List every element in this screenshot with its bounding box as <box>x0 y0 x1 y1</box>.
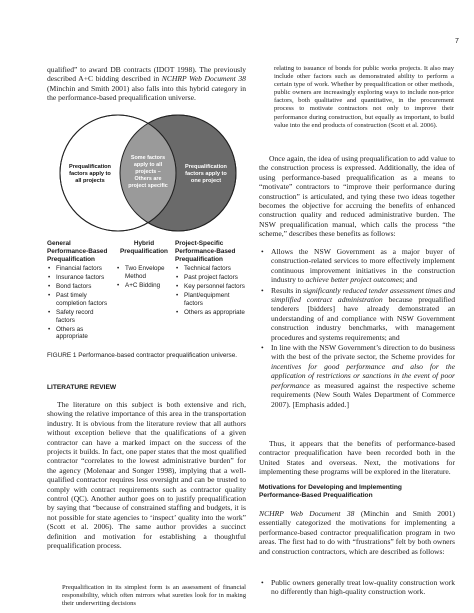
svg-text:factors apply to: factors apply to <box>185 171 227 177</box>
list-item: • Financial factors <box>47 265 113 273</box>
page-number: 7 <box>455 38 459 45</box>
svg-text:one project: one project <box>190 178 222 184</box>
list-item: • Public owners generally treat low-quality construction work no differently than high-quality construction work. <box>259 578 455 597</box>
svg-text:Prequalification: Prequalification <box>185 164 227 170</box>
list-item: • Bond factors <box>47 283 113 291</box>
svg-text:projects –: projects – <box>135 169 161 175</box>
thus-paragraph: Thus, it appears that the benefits of performance-based contractor prequalification have been recorded both in the United States and overseas. Next, the motivations for implementing these programs will be explored in the literature. <box>259 439 455 477</box>
list-item: • Past project factors <box>175 274 247 282</box>
project-specific-column-heading: Project-Specific Performance-Based Prequalification <box>175 240 236 263</box>
hybrid-column-heading: Hybrid Prequalification <box>120 240 168 255</box>
svg-text:all projects: all projects <box>75 178 105 184</box>
intro-citation: NCHRP Web Document 38 <box>161 74 246 84</box>
list-item: • A+C Bidding <box>116 282 172 290</box>
list-item: • Safety record factors <box>47 309 113 324</box>
list-item: • Two Envelope Method <box>116 265 172 280</box>
intro-text-a: qualified” to award DB contracts (IDOT 1998). The previously described A+C bidding described in <box>47 65 246 84</box>
svg-text:apply to all: apply to all <box>133 162 163 168</box>
list-item: • Technical factors <box>175 265 247 273</box>
svg-text:Some factors: Some factors <box>130 155 166 161</box>
list-item: • Others as appropriate <box>175 309 247 317</box>
project-specific-column <box>175 240 247 318</box>
general-column-heading: General Performance-Based Prequalification <box>47 240 108 263</box>
list-item: • Insurance factors <box>47 274 113 282</box>
intro-text-b: (Minchin and Smith 2001) also falls into this hybrid category in the performance-based prequalification universe. <box>47 83 246 103</box>
benefits-list <box>259 247 455 410</box>
block-quote: Prequalification in its simplest form is an assessment of financial responsibility, which often mirrors what sureties look for in making their underwriting decisions <box>62 584 246 608</box>
general-prequal-column <box>47 240 113 342</box>
svg-text:Prequalification: Prequalification <box>69 164 111 170</box>
list-item: • Key personnel factors <box>175 283 247 291</box>
nchrp-text: (Minchin and Smith 2001) essentially categorized the motivations for implementing a performance-based contractor prequalification program in two areas. The first had to do with “frustrations” felt by both owners and construction contractors, which are described as follows: <box>259 509 455 556</box>
intro-paragraph <box>47 65 246 103</box>
motivations-subheading: Motivations for Developing and Implementing Performance-Based Prequalification <box>259 484 402 499</box>
list-item: • Results in significantly reduced tender assessment times and simplified contract administration because prequalified tenderers [bidders] have already demonstrated an understanding of and compliance with NSW Government construction industry benchmarks, with management procedures and systems requirements; and <box>259 286 455 342</box>
nchrp-citation: NCHRP Web Document 38 <box>259 509 355 518</box>
section-heading: LITERATURE REVIEW <box>47 384 117 391</box>
literature-review-paragraph: The literature on this subject is both extensive and rich, showing the relative importance of this area in the transportation industry. It is obvious from the literature review that all authors without exception believe that the qualifications of a given contractor can have a marked impact on the success of the projects it builds. In fact, one paper states that the most qualified contractor “correlates to the lowest administrative burden” for the agency (Molenaar and Songer 1998), implying that a well-qualified contractor requires less oversight and can be trusted to comply with contract requirements such as contractor quality control (QC). Another author goes on to justify prequalification by saying that “because of constrained staffing and budgets, it is not possible for state agencies to ‘inspect’ quality into the work” (Scott et al. 2006). The same author provides a succinct definition and motivation for establishing a thoughtful prequalification process. <box>47 400 246 551</box>
frustrations-list <box>259 578 455 598</box>
list-item: • Plant/equipment factors <box>175 292 247 307</box>
hybrid-prequal-column <box>116 240 172 291</box>
list-item: • Others as appropriate <box>47 326 113 341</box>
svg-text:factors apply to: factors apply to <box>69 171 111 177</box>
list-item: • In line with the NSW Government’s direction to do business with the best of the private sector, the Scheme provides for incentives for good performance and also for the application of restrictions or sanctions in the event of poor performance as measured against the respective scheme requirements (New South Wales Department of Commerce 2007). [Emphasis added.] <box>259 343 455 409</box>
nsw-paragraph: Once again, the idea of using prequalification to add value to the construction process is expressed. Additionally, the idea of using performance-based prequalification as a means to “motivate” contractors to “improve their performance during construction” is articulated, and tying these two ideas together becomes the objective for accruing the benefits of enhanced construction quality and reduced administrative burden. The NSW prequalification manual, which calls the process “the scheme,” describes these benefits as follows: <box>259 154 455 239</box>
nchrp-paragraph <box>259 509 455 556</box>
list-item: • Allows the NSW Government as a major buyer of construction-related services to more effectively implement continuous improvement initiatives in the construction industry to achieve better project outcomes; and <box>259 247 455 285</box>
block-quote-continued: relating to issuance of bonds for public works projects. It also may include other factors such as demonstrated ability to perform a certain type of work. Whether by prequalification or other methods, public owners are increasingly exploring ways to include non-price factors, both qualitative and quantitative, in the procurement process to motivate contractors not only to improve their performance during construction, but equally as important, to build value into the end products of construction (Scott et al. 2006). <box>274 65 454 129</box>
svg-text:Others are: Others are <box>134 176 162 182</box>
venn-diagram <box>48 112 248 237</box>
svg-text:project specific: project specific <box>128 183 168 189</box>
list-item: • Past timely completion factors <box>47 292 113 307</box>
figure-caption: FIGURE 1 Performance-based contractor prequalification universe. <box>47 352 238 359</box>
